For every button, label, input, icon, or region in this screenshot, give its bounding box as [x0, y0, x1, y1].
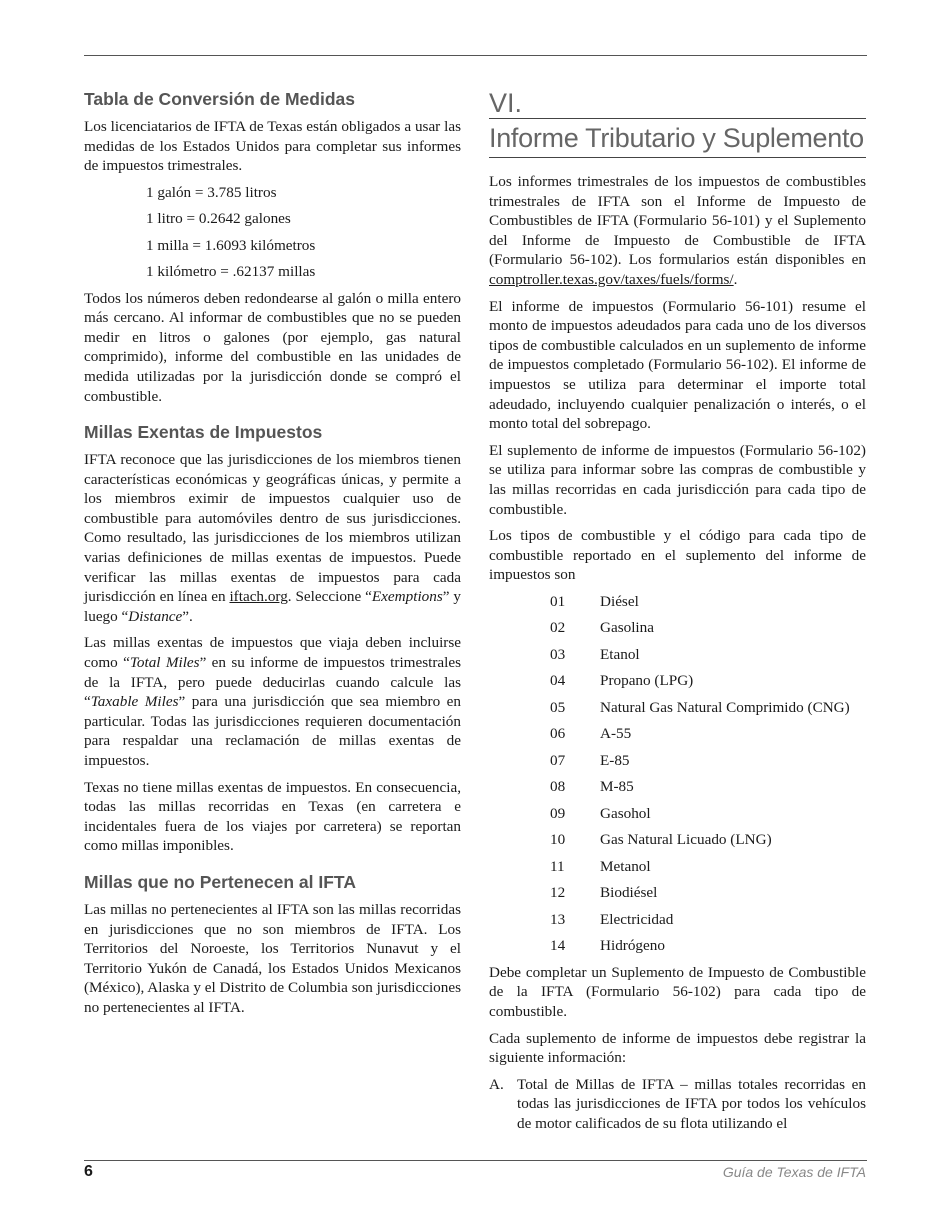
- paragraph: El suplemento de informe de impuestos (Formulario 56-102) se utiliza para informar sobre las compras de combustible y las millas recorridas en cada jurisdicción para cada tipo de combustible.: [489, 441, 866, 518]
- conversion-list: [146, 183, 461, 282]
- list-item: 04 Propano (LPG): [550, 672, 694, 690]
- paragraph: Los tipos de combustible y el código para cada tipo de combustible reportado en el suplemento del informe de impuestos son: [489, 527, 866, 584]
- header-rule: [84, 55, 867, 56]
- fuel-code-list: [550, 592, 866, 956]
- paragraph: Las millas exentas de impuestos que viaja deben incluirse como “Total Miles” en su informe de impuestos trimestrales de la IFTA, pero puede deducirlas cuando calcule las “Taxable Miles” para una jurisdicción que sea miembro en particular. Todas las jurisdicciones requieren documentación para respaldar una reclamación de millas exentas de impuestos.: [84, 634, 462, 770]
- list-item: 07 E-85: [550, 751, 630, 769]
- footer-rule: [84, 1160, 867, 1161]
- list-item: 14 Hidrógeno: [550, 937, 665, 955]
- list-item: 02 Gasolina: [550, 619, 654, 637]
- lettered-item: [489, 1075, 866, 1141]
- conversion-item: 1 litro = 0.2642 galones: [146, 210, 291, 228]
- section-title: Informe Tributario y Suplemento: [489, 121, 866, 158]
- conversion-item: 1 kilómetro = .62137 millas: [146, 262, 316, 280]
- item-letter: A.: [489, 1075, 504, 1093]
- list-item: 05 Natural Gas Natural Comprimido (CNG): [550, 698, 850, 716]
- comptroller-forms-link[interactable]: comptroller.texas.gov/taxes/fuels/forms/: [489, 270, 734, 288]
- heading-exempt-miles: Millas Exentas de Impuestos: [84, 422, 323, 443]
- conversion-item: 1 galón = 3.785 litros: [146, 183, 277, 201]
- item-text: Total de Millas de IFTA – millas totales recorridas en todas las jurisdicciones de IFTA por todos los vehículos de motor calificados de su flota utilizando el: [517, 1075, 866, 1132]
- list-item: 12 Biodiésel: [550, 884, 658, 902]
- paragraph: Las millas no pertenecientes al IFTA son las millas recorridas en jurisdicciones que no son miembros de IFTA. Los Territorios del Noroeste, los Territorios Nunavut y el Territorio Yukón de Canadá, los Estados Unidos Mexicanos (México), Alaska y el Distrito de Columbia son jurisdicciones no pertenecientes al IFTA.: [84, 900, 461, 1016]
- footer-doc-title: Guía de Texas de IFTA: [722, 1164, 866, 1180]
- conversion-item: 1 milla = 1.6093 kilómetros: [146, 236, 316, 254]
- paragraph: Los informes trimestrales de los impuestos de combustibles trimestrales de IFTA son el Informe de Impuesto de Combustibles de IFTA (Formulario 56-101) y el Suplemento del Informe de Impuesto de Combustible de IFTA (Formulario 56-102). Los formularios están disponibles en comptroller.texas.gov/taxes/fuels/forms/.: [489, 173, 866, 288]
- list-item: 01 Diésel: [550, 592, 639, 610]
- list-item: 03 Etanol: [550, 645, 640, 663]
- paragraph: Cada suplemento de informe de impuestos debe registrar la siguiente información:: [489, 1029, 866, 1067]
- right-column: [489, 88, 866, 1141]
- page-number: 6: [84, 1163, 93, 1180]
- paragraph: Los licenciatarios de IFTA de Texas están obligados a usar las medidas de los Estados Unidos para completar sus informes de impuestos trimestrales.: [84, 118, 461, 175]
- heading-conversion-table: Tabla de Conversión de Medidas: [84, 89, 355, 109]
- section-rule: [489, 118, 866, 119]
- list-item: 06 A-55: [550, 725, 632, 743]
- paragraph: Debe completar un Suplemento de Impuesto de Combustible de la IFTA (Formulario 56-102) para cada tipo de combustible.: [489, 963, 866, 1020]
- list-item: 09 Gasohol: [550, 804, 651, 822]
- list-item: 13 Electricidad: [550, 910, 674, 928]
- list-item: 08 M-85: [550, 778, 634, 796]
- list-item: 10 Gas Natural Licuado (LNG): [550, 831, 772, 849]
- paragraph: IFTA reconoce que las jurisdicciones de los miembros tienen características económicas y geográficas únicas, y permite a los miembros eximir de impuestos cualquier uso de combustible para automóviles dentro de sus jurisdicciones. Como resultado, las jurisdicciones de los miembros utilizan varias definiciones de millas exentas de impuestos. Puede verificar las millas exentas de impuestos para cada jurisdicción en línea en iftach.org. Seleccione “Exemptions” y luego “Distance”.: [84, 451, 461, 625]
- heading-non-ifta-miles: Millas que no Pertenecen al IFTA: [84, 871, 356, 892]
- paragraph: Todos los números deben redondearse al galón o milla entero más cercano. Al informar de combustibles que no se pueden medir en litros o galones (por ejemplo, gas natural comprimido), informe del combustible en las unidades de medida utilizadas por la jurisdicción donde se compró el combustible.: [84, 289, 461, 405]
- left-column: [84, 88, 461, 1025]
- list-item: 11 Metanol: [550, 857, 651, 875]
- paragraph: Texas no tiene millas exentas de impuestos. En consecuencia, todas las millas recorridas en Texas (en carretera e incidentales fuera de los viajes por carretera) se reportan como millas imponibles.: [84, 778, 461, 855]
- section-number: VI.: [489, 88, 523, 118]
- iftach-link[interactable]: iftach.org: [229, 588, 288, 606]
- paragraph: El informe de impuestos (Formulario 56-101) resume el monto de impuestos adeudados para cada uno de los diversos tipos de combustible calculados en un suplemento de informe de impuestos completado (Formulario 56-102). El informe de impuestos se utiliza para determinar el importe total adeudado, incluyendo cualquier penalización o interés, o el monto total del sobrepago.: [489, 297, 866, 433]
